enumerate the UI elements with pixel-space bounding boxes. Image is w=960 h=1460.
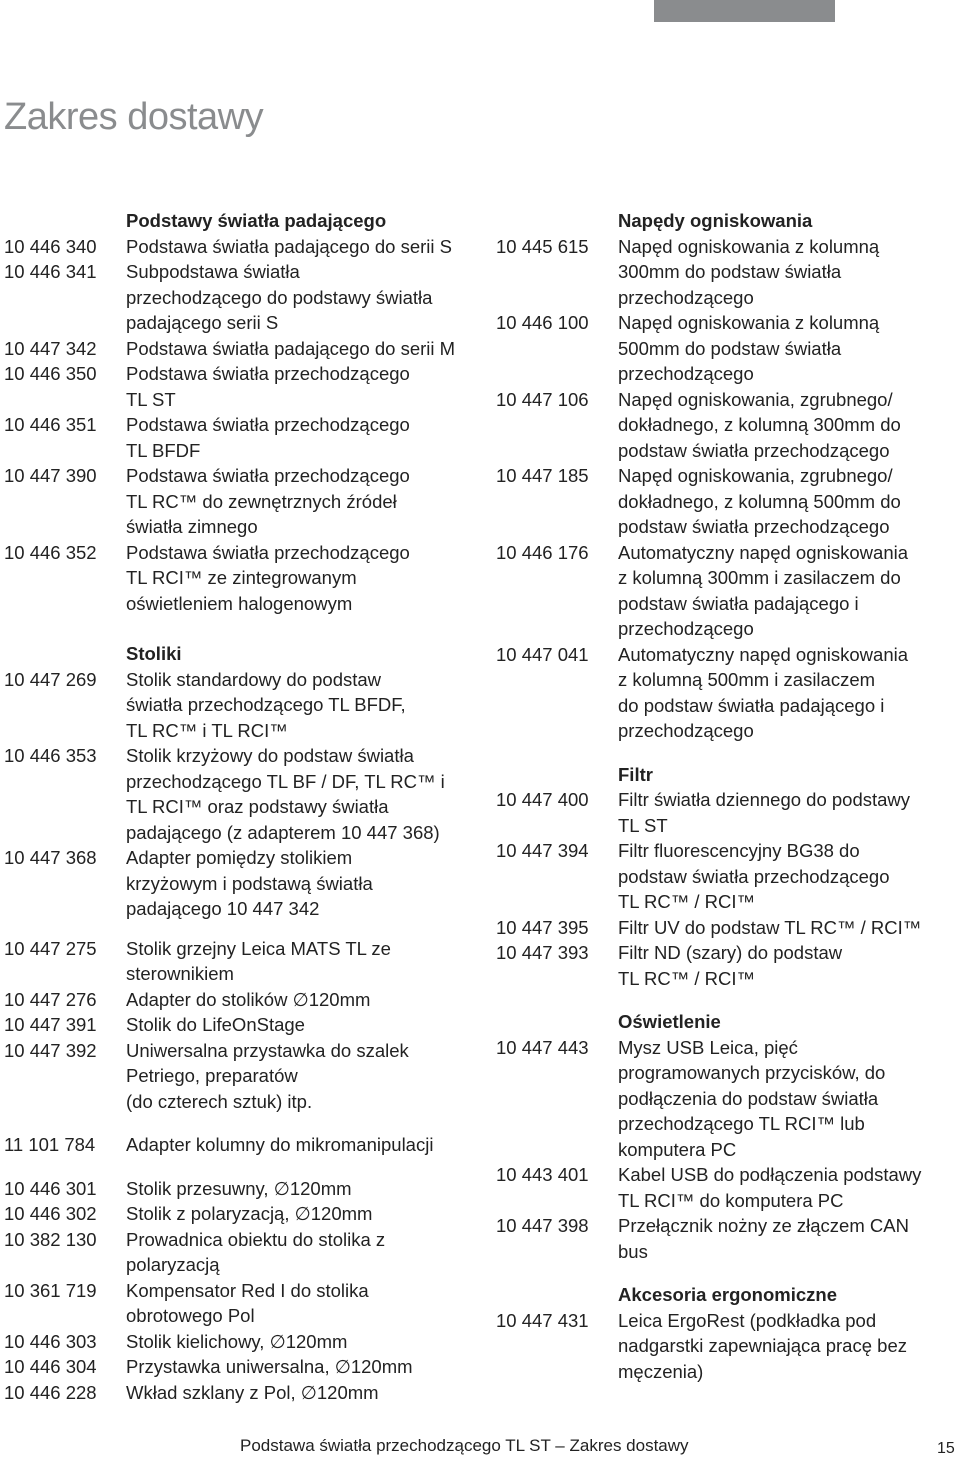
section-title: Filtr bbox=[618, 763, 653, 785]
item-description: Prowadnica obiektu do stolika z polaryzacją bbox=[126, 1228, 386, 1275]
item-description: Stolik przesuwny, ∅120mm bbox=[126, 1177, 352, 1199]
section-ergonomic-accessories bbox=[496, 1282, 956, 1384]
list-item bbox=[496, 1308, 956, 1385]
section-incident-light-bases bbox=[4, 208, 480, 616]
item-description: Stolik grzejny Leica MATS TL ze sterownikiem bbox=[126, 937, 391, 984]
item-code: 10 447 275 bbox=[4, 937, 97, 959]
item-code: 10 447 368 bbox=[4, 847, 97, 868]
list-item bbox=[4, 987, 480, 1013]
item-description: Filtr fluorescencyjny BG38 do podstaw światła przechodzącego TL RC™ / RCI™ bbox=[618, 840, 890, 912]
section-stages bbox=[4, 641, 480, 1405]
right-column bbox=[496, 208, 956, 1384]
list-item bbox=[496, 1213, 956, 1264]
item-code: 10 446 100 bbox=[496, 312, 589, 333]
section-filters bbox=[496, 762, 956, 992]
list-item bbox=[496, 387, 956, 464]
list-item bbox=[4, 743, 480, 845]
list-item bbox=[4, 463, 480, 540]
item-code: 10 445 615 bbox=[496, 235, 589, 257]
item-code: 10 446 301 bbox=[4, 1177, 97, 1199]
item-code: 11 101 784 bbox=[4, 1134, 96, 1155]
item-code: 10 447 443 bbox=[496, 1036, 589, 1058]
section-title: Oświetlenie bbox=[618, 1011, 721, 1032]
item-code: 10 446 303 bbox=[4, 1330, 97, 1352]
item-description: Stolik krzyżowy do podstaw światła przechodzącego TL BF / DF, TL RC™ i TL RCI™ oraz podstawy światła padającego (z adapterem 10 447 368) bbox=[126, 745, 445, 843]
list-item bbox=[496, 915, 956, 941]
item-description: Stolik standardowy do podstaw światła przechodzącego TL BFDF, TL RC™ i TL RCI™ bbox=[126, 668, 406, 741]
item-code: 10 447 392 bbox=[4, 1039, 97, 1061]
item-description: Stolik z polaryzacją, ∅120mm bbox=[126, 1203, 373, 1224]
item-description: Automatyczny napęd ogniskowania z kolumną 300mm i zasilaczem do podstaw światła padającego i przechodzącego bbox=[618, 541, 909, 639]
item-code: 10 446 302 bbox=[4, 1203, 97, 1224]
list-item bbox=[4, 936, 480, 987]
item-description: Kompensator Red I do stolika obrotowego Pol bbox=[126, 1279, 369, 1326]
list-item bbox=[4, 259, 480, 336]
section-lighting bbox=[496, 1009, 956, 1264]
item-description: Stolik do LifeOnStage bbox=[126, 1014, 305, 1035]
item-code: 10 447 431 bbox=[496, 1309, 589, 1331]
spacer bbox=[4, 1114, 480, 1132]
page-number: 15 bbox=[937, 1440, 955, 1457]
list-item bbox=[4, 1278, 480, 1329]
list-item bbox=[4, 1227, 480, 1278]
list-item bbox=[496, 838, 956, 915]
item-description: Automatyczny napęd ogniskowania z kolumną 500mm i zasilaczem do podstaw światła padającego i przechodzącego bbox=[618, 643, 909, 741]
item-code: 10 446 228 bbox=[4, 1381, 97, 1403]
item-code: 10 446 176 bbox=[496, 541, 589, 563]
section-title: Napędy ogniskowania bbox=[618, 210, 813, 231]
list-item bbox=[4, 1012, 480, 1038]
item-code: 10 447 398 bbox=[496, 1215, 589, 1236]
section-focus-drives bbox=[496, 208, 956, 744]
list-item bbox=[496, 234, 956, 311]
item-description: Przełącznik nożny ze złączem CAN bus bbox=[618, 1215, 909, 1262]
item-description: Wkład szklany z Pol, ∅120mm bbox=[126, 1381, 379, 1403]
item-description: Podstawa światła przechodzącego TL BFDF bbox=[126, 414, 410, 461]
item-description: Filtr światła dziennego do podstawy TL ST bbox=[618, 789, 911, 836]
list-item bbox=[4, 1380, 480, 1406]
item-code: 10 447 400 bbox=[496, 789, 589, 810]
item-description: Podstawa światła przechodzącego TL RC™ do zewnętrznych źródeł światła zimnego bbox=[126, 465, 410, 537]
item-code: 10 446 304 bbox=[4, 1356, 97, 1377]
item-description: Napęd ogniskowania z kolumną 300mm do podstaw światła przechodzącego bbox=[618, 235, 880, 308]
spacer bbox=[496, 991, 956, 1009]
item-description: Filtr ND (szary) do podstaw TL RC™ / RCI™ bbox=[618, 942, 843, 989]
list-item bbox=[4, 845, 480, 922]
left-column bbox=[4, 208, 480, 1405]
item-description: Podstawa światła padającego do serii M bbox=[126, 337, 456, 359]
item-code: 10 447 394 bbox=[496, 840, 589, 861]
item-code: 10 447 106 bbox=[496, 388, 589, 410]
item-code: 10 447 041 bbox=[496, 643, 589, 665]
list-item bbox=[496, 540, 956, 642]
item-code: 10 446 340 bbox=[4, 235, 97, 257]
item-description: Podstawa światła przechodzącego TL ST bbox=[126, 363, 410, 410]
page-title: Zakres dostawy bbox=[4, 96, 264, 138]
list-item bbox=[4, 1354, 480, 1380]
item-description: Filtr UV do podstaw TL RC™ / RCI™ bbox=[618, 916, 922, 938]
item-code: 10 447 391 bbox=[4, 1014, 97, 1035]
item-description: Uniwersalna przystawka do szalek Petriego, preparatów (do czterech sztuk) itp. bbox=[126, 1039, 409, 1112]
list-item bbox=[496, 787, 956, 838]
list-item bbox=[496, 940, 956, 991]
item-description: Napęd ogniskowania, zgrubnego/ dokładnego, z kolumną 500mm do podstaw światła przechodzącego bbox=[618, 465, 901, 537]
item-code: 10 447 276 bbox=[4, 988, 97, 1010]
item-code: 10 446 352 bbox=[4, 541, 97, 563]
list-item bbox=[4, 336, 480, 362]
spacer bbox=[4, 1158, 480, 1176]
spacer bbox=[496, 1264, 956, 1282]
list-item bbox=[4, 234, 480, 260]
footer-text: Podstawa światła przechodzącego TL ST – Zakres dostawy bbox=[240, 1436, 689, 1455]
item-code: 10 446 353 bbox=[4, 745, 97, 766]
item-description: Przystawka uniwersalna, ∅120mm bbox=[126, 1356, 413, 1377]
list-item bbox=[4, 1329, 480, 1355]
item-code: 10 382 130 bbox=[4, 1228, 97, 1250]
section-title: Podstawy światła padającego bbox=[126, 210, 387, 231]
list-item bbox=[496, 1162, 956, 1213]
list-item bbox=[4, 1038, 480, 1115]
item-code: 10 447 269 bbox=[4, 668, 97, 690]
item-code: 10 443 401 bbox=[496, 1164, 589, 1185]
item-description: Stolik kielichowy, ∅120mm bbox=[126, 1330, 348, 1352]
section-title: Akcesoria ergonomiczne bbox=[618, 1284, 837, 1305]
item-code: 10 361 719 bbox=[4, 1279, 97, 1301]
item-description: Kabel USB do podłączenia podstawy TL RCI™ do komputera PC bbox=[618, 1164, 922, 1211]
list-item bbox=[496, 1035, 956, 1163]
item-description: Podstawa światła padającego do serii S bbox=[126, 235, 452, 257]
list-item bbox=[4, 1176, 480, 1202]
item-description: Leica ErgoRest (podkładka pod nadgarstki zapewniająca pracę bez męczenia) bbox=[618, 1309, 907, 1382]
spacer bbox=[4, 922, 480, 936]
item-description: Napęd ogniskowania z kolumną 500mm do podstaw światła przechodzącego bbox=[618, 312, 880, 384]
header-tab-bar bbox=[654, 0, 835, 22]
list-item bbox=[4, 1201, 480, 1227]
item-description: Mysz USB Leica, pięć programowanych przycisków, do podłączenia do podstaw światła przechodzącego TL RCI™ lub komputera PC bbox=[618, 1036, 886, 1160]
list-item bbox=[4, 667, 480, 744]
list-item bbox=[4, 1132, 480, 1158]
item-description: Adapter pomiędzy stolikiem krzyżowym i podstawą światła padającego 10 447 342 bbox=[126, 847, 373, 919]
item-description: Podstawa światła przechodzącego TL RCI™ ze zintegrowanym oświetleniem halogenowym bbox=[126, 541, 410, 614]
item-code: 10 447 390 bbox=[4, 465, 97, 486]
item-code: 10 446 351 bbox=[4, 414, 97, 435]
list-item bbox=[496, 642, 956, 744]
item-code: 10 447 395 bbox=[496, 916, 589, 938]
list-item bbox=[496, 310, 956, 387]
spacer bbox=[496, 744, 956, 762]
item-description: Subpodstawa światła przechodzącego do podstawy światła padającego serii S bbox=[126, 261, 433, 333]
item-description: Adapter kolumny do mikromanipulacji bbox=[126, 1134, 434, 1155]
item-code: 10 447 185 bbox=[496, 465, 589, 486]
list-item bbox=[4, 361, 480, 412]
section-title: Stoliki bbox=[126, 643, 182, 664]
item-code: 10 447 342 bbox=[4, 337, 97, 359]
list-item bbox=[4, 412, 480, 463]
item-description: Napęd ogniskowania, zgrubnego/ dokładnego, z kolumną 300mm do podstaw światła przechodzącego bbox=[618, 388, 901, 461]
list-item bbox=[496, 463, 956, 540]
item-code: 10 446 341 bbox=[4, 261, 97, 282]
item-code: 10 447 393 bbox=[496, 942, 589, 963]
item-description: Adapter do stolików ∅120mm bbox=[126, 988, 371, 1010]
list-item bbox=[4, 540, 480, 617]
spacer bbox=[4, 616, 480, 641]
item-code: 10 446 350 bbox=[4, 363, 97, 384]
